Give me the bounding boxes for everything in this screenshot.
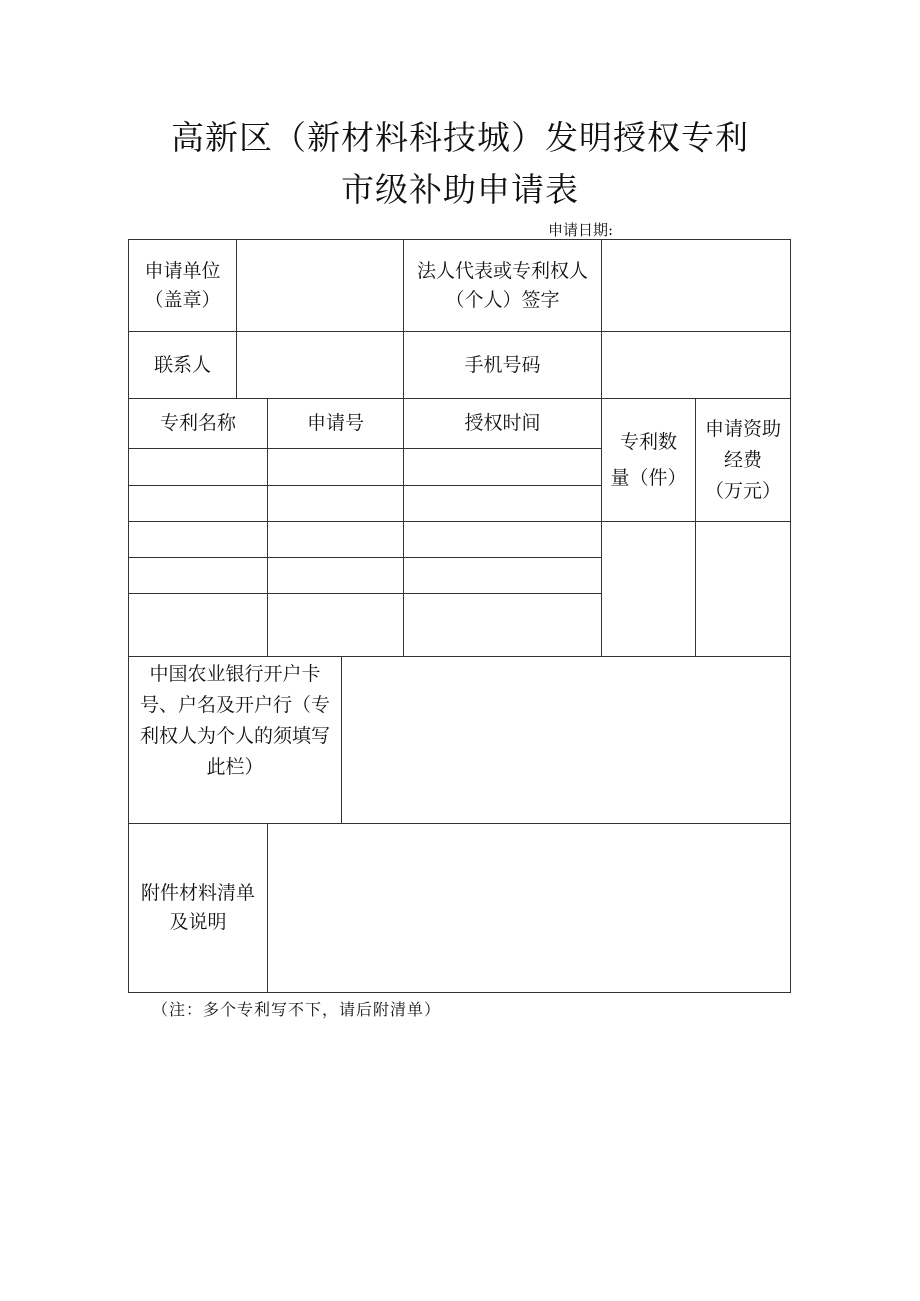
applicant-unit-label-line: 申请单位: [144, 259, 221, 282]
table-border-right: [790, 239, 791, 993]
signature-label-line: 法人代表或专利权人: [416, 259, 588, 282]
patent-count-header-line: 量（件）: [610, 467, 687, 489]
phone-number-label: 手机号码: [464, 353, 541, 376]
form-title-line-2: 市级补助申请表: [341, 170, 579, 209]
grant-time-field[interactable]: [404, 558, 601, 593]
applicant-unit-field[interactable]: [237, 240, 403, 331]
bank-label-line: 利权人为个人的须填写: [139, 725, 330, 747]
attachments-label: [129, 824, 267, 992]
patent-count-header: [602, 399, 695, 521]
bank-label-line: 此栏）: [206, 756, 264, 778]
grant-time-field[interactable]: [404, 486, 601, 521]
funding-amount-header: [696, 399, 790, 521]
grant-time-header: 授权时间: [464, 412, 541, 434]
patent-name-field[interactable]: [129, 486, 267, 521]
bank-label-line: 号、户名及开户行（专: [139, 694, 330, 716]
attachments-label-line: 附件材料清单: [140, 882, 255, 904]
grant-time-field[interactable]: [404, 522, 601, 557]
grant-time-field[interactable]: [404, 594, 601, 656]
table-border-bottom: [128, 992, 791, 993]
grant-time-field[interactable]: [404, 449, 601, 485]
funding-header-line: 申请资助: [704, 417, 781, 440]
bank-label-line: 中国农业银行开户卡: [149, 663, 321, 685]
application-number-field[interactable]: [268, 522, 403, 557]
bank-account-field[interactable]: [342, 657, 790, 823]
application-number-field[interactable]: [268, 449, 403, 485]
footnote: （注：多个专利写不下，请后附清单）: [152, 1000, 442, 1019]
attachments-label-line: 及说明: [169, 911, 227, 933]
patent-name-field[interactable]: [129, 522, 267, 557]
funding-amount-field[interactable]: [696, 522, 790, 656]
funding-header-line: 经费: [723, 448, 762, 471]
attachments-field[interactable]: [268, 824, 790, 992]
bank-account-label: [129, 657, 341, 784]
funding-header-line: （万元）: [704, 479, 781, 502]
contact-person-label: 联系人: [153, 353, 211, 376]
signature-label-line: （个人）签字: [445, 288, 560, 311]
patent-name-field[interactable]: [129, 558, 267, 593]
application-number-field[interactable]: [268, 594, 403, 656]
patent-name-header: 专利名称: [159, 412, 236, 434]
application-number-field[interactable]: [268, 558, 403, 593]
contact-person-field[interactable]: [237, 332, 403, 398]
legal-rep-signature-label: [404, 240, 601, 331]
form-title-line-1: 高新区（新材料科技城）发明授权专利: [171, 118, 749, 157]
patent-name-field[interactable]: [129, 594, 267, 656]
patent-count-header-line: 专利数: [619, 431, 677, 453]
applicant-unit-label: [129, 240, 236, 331]
phone-number-field[interactable]: [602, 332, 790, 398]
signature-field[interactable]: [602, 240, 790, 331]
applicant-unit-label-line: （盖章）: [144, 288, 221, 311]
application-number-field[interactable]: [268, 486, 403, 521]
apply-date-label: 申请日期:: [548, 221, 614, 239]
patent-name-field[interactable]: [129, 449, 267, 485]
patent-count-field[interactable]: [602, 522, 695, 656]
application-number-header: 申请号: [306, 412, 364, 434]
